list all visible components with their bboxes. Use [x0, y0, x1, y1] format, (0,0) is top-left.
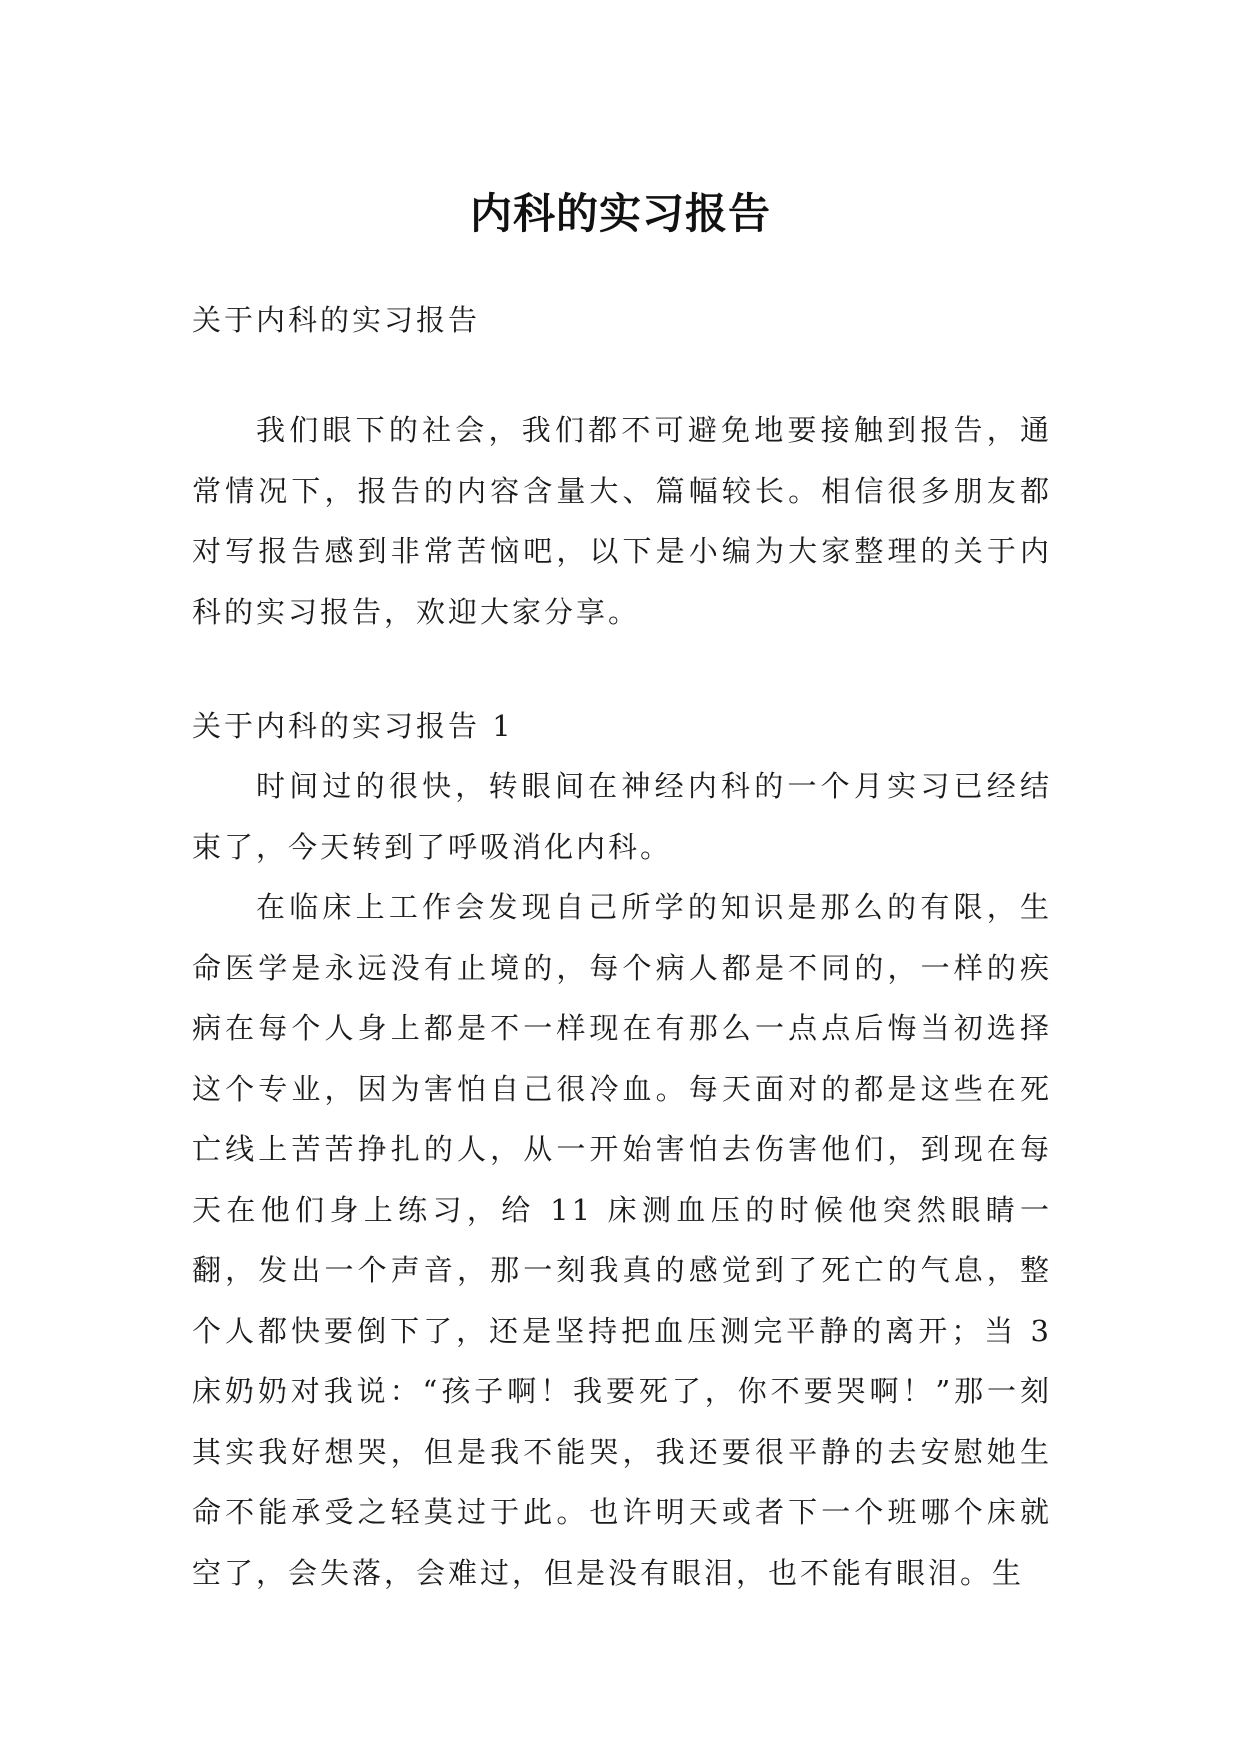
section-heading: 关于内科的实习报告 1	[192, 709, 514, 743]
body-paragraph: 时间过的很快，转眼间在神经内科的一个月实习已经结束了，今天转到了呼吸消化内科。	[192, 769, 1052, 864]
intro-paragraph: 我们眼下的社会，我们都不可避免地要接触到报告，通常情况下，报告的内容含量大、篇幅较长。相信很多朋友都对写报告感到非常苦恼吧，以下是小编为大家整理的关于内科的实习报告，欢迎大家分享。	[192, 413, 1052, 629]
body-paragraph: 在临床上工作会发现自己所学的知识是那么的有限，生命医学是永远没有止境的，每个病人都是不同的，一样的疾病在每个人身上都是不一样现在有那么一点点后悔当初选择这个专业，因为害怕自己很冷血。每天面对的都是这些在死亡线上苦苦挣扎的人，从一开始害怕去伤害他们，到现在每天在他们身上练习，给 11 床测血压的时候他突然眼睛一翻，发出一个声音，那一刻我真的感觉到了死亡的气息，整个人都快要倒下了，还是坚持把血压测完平静的离开；当 3 床奶奶对我说：“孩子啊！我要死了，你不要哭啊！”那一刻其实我好想哭，但是我不能哭，我还要很平静的去安慰她生命不能承受之轻莫过于此。也许明天或者下一个班哪个床就空了，会失落，会难过，但是没有眼泪，也不能有眼泪。生	[192, 890, 1052, 1590]
document-subtitle: 关于内科的实习报告	[192, 303, 481, 337]
document-title: 内科的实习报告	[469, 189, 771, 239]
